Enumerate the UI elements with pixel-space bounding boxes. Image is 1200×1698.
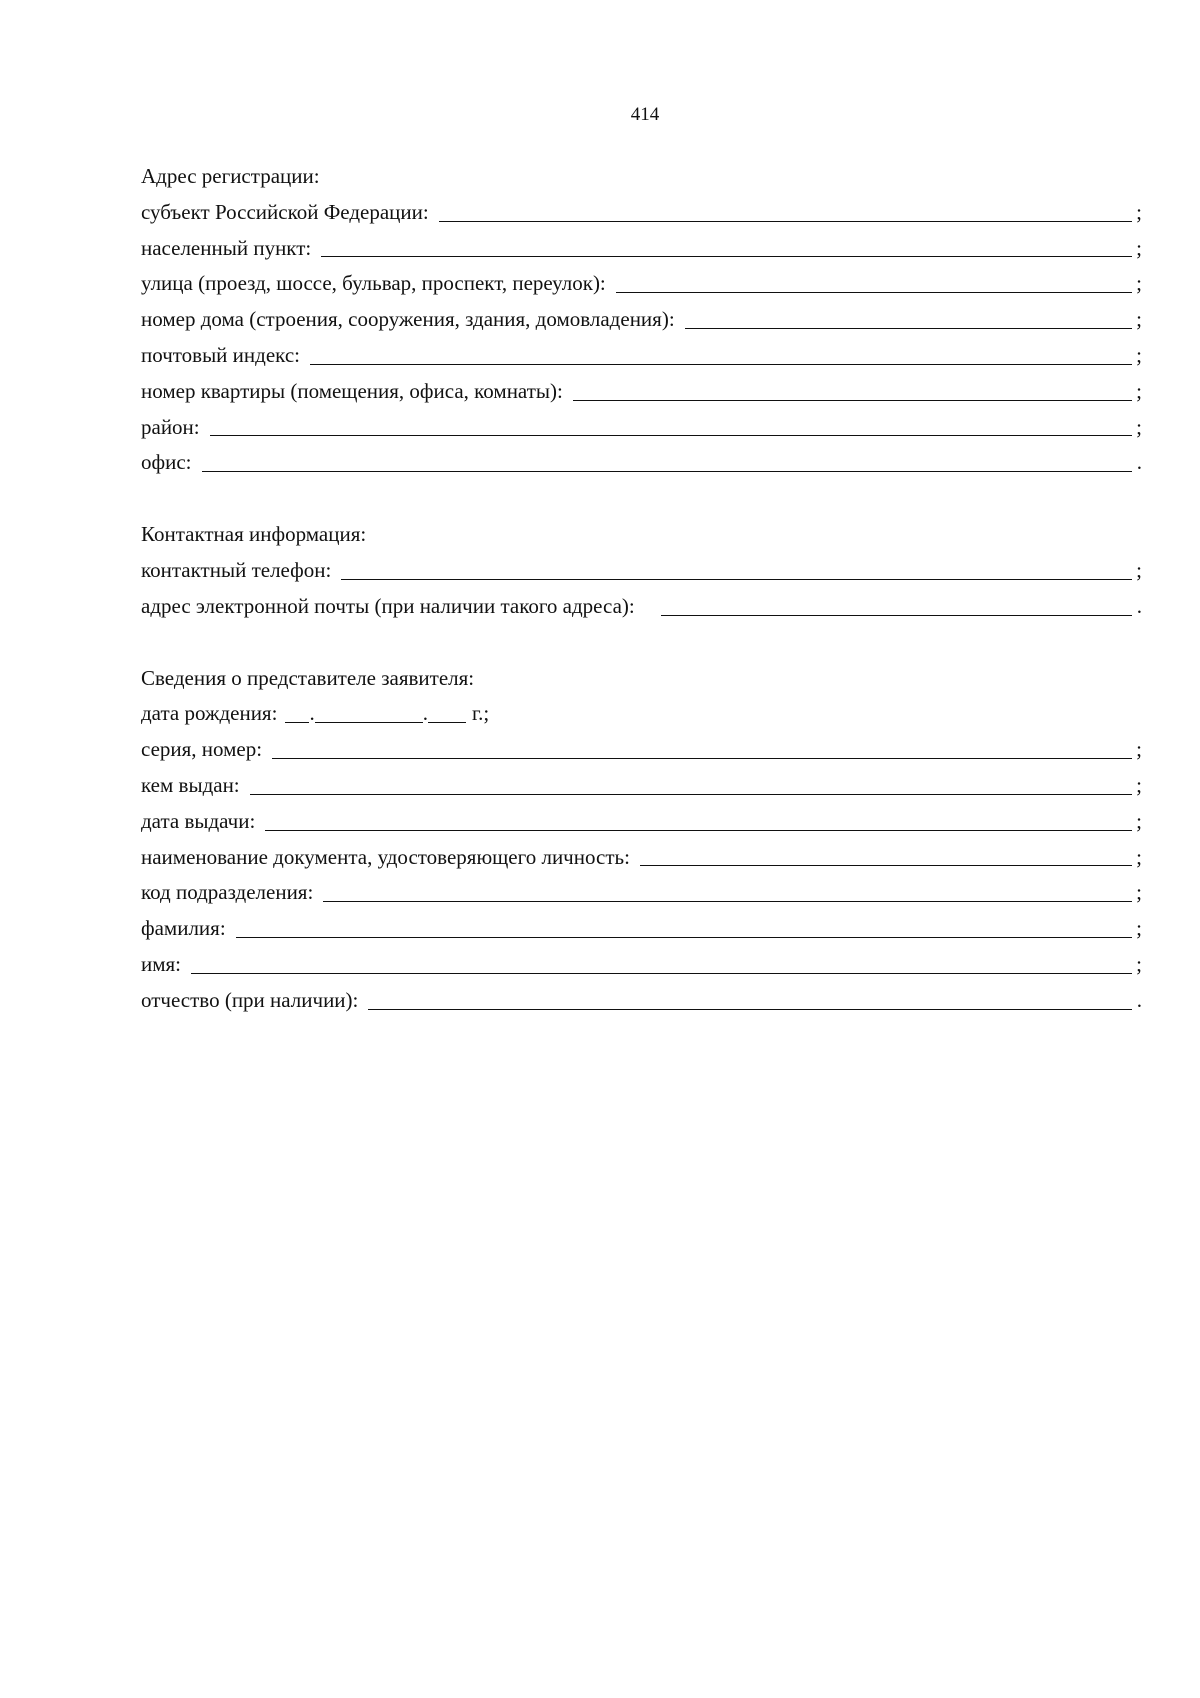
contact-section-heading: Контактная информация: xyxy=(141,522,367,547)
surname-input-line[interactable] xyxy=(236,921,1132,938)
field-terminator: . xyxy=(1136,987,1142,1012)
address-section-heading: Адрес регистрации: xyxy=(141,164,320,188)
field-terminator: ; xyxy=(1136,199,1142,224)
field-terminator: ; xyxy=(1136,235,1142,260)
field-contact-phone xyxy=(141,553,1142,589)
email-input-line[interactable] xyxy=(661,599,1132,616)
field-label: серия, номер: xyxy=(141,737,263,762)
field-email xyxy=(141,589,1142,625)
patronymic-input-line[interactable] xyxy=(368,993,1132,1010)
field-terminator: . xyxy=(1136,450,1142,475)
postal-code-input-line[interactable] xyxy=(310,348,1132,365)
field-terminator: ; xyxy=(1136,307,1142,332)
field-terminator: ; xyxy=(1136,342,1142,367)
field-label: код подразделения: xyxy=(141,880,314,905)
field-label: улица (проезд, шоссе, бульвар, проспект, переулок): xyxy=(141,271,606,296)
field-series-number xyxy=(141,732,1142,768)
field-district xyxy=(141,410,1142,446)
section-spacer xyxy=(141,625,1142,661)
representative-section-heading: Сведения о представителе заявителя: xyxy=(141,665,475,690)
field-terminator: ; xyxy=(1136,737,1142,762)
issued-by-input-line[interactable] xyxy=(250,778,1132,795)
field-label: номер квартиры (помещения, офиса, комнаты): xyxy=(141,378,563,403)
field-label: дата выдачи: xyxy=(141,808,256,833)
street-input-line[interactable] xyxy=(616,276,1132,293)
apartment-number-input-line[interactable] xyxy=(573,384,1132,401)
field-terminator: ; xyxy=(1136,271,1142,296)
field-surname xyxy=(141,911,1142,947)
field-label: кем выдан: xyxy=(141,772,240,797)
field-apartment-number xyxy=(141,374,1142,410)
subject-rf-input-line[interactable] xyxy=(439,205,1132,222)
id-document-name-input-line[interactable] xyxy=(640,849,1132,866)
field-label: имя: xyxy=(141,951,182,976)
field-terminator: ; xyxy=(1136,808,1142,833)
field-terminator: ; xyxy=(1136,880,1142,905)
contact-phone-input-line[interactable] xyxy=(341,563,1132,580)
field-issue-date xyxy=(141,804,1142,840)
date-separator: . xyxy=(422,701,428,726)
date-separator: . xyxy=(309,701,315,726)
field-terminator: . xyxy=(1136,593,1142,618)
field-terminator: ; xyxy=(1136,844,1142,869)
page-number: 414 xyxy=(630,104,660,125)
field-terminator: ; xyxy=(1136,916,1142,941)
field-postal-code xyxy=(141,338,1142,374)
field-terminator: ; xyxy=(1136,951,1142,976)
field-label: офис: xyxy=(141,450,192,475)
field-label: дата рождения: xyxy=(141,701,278,726)
field-issued-by xyxy=(141,768,1142,804)
first-name-input-line[interactable] xyxy=(191,957,1132,974)
district-input-line[interactable] xyxy=(210,419,1132,436)
field-label: отчество (при наличии): xyxy=(141,987,359,1012)
section-spacer xyxy=(141,481,1142,517)
field-label: фамилия: xyxy=(141,916,226,941)
field-terminator: ; xyxy=(1136,557,1142,582)
issue-date-input-line[interactable] xyxy=(265,814,1132,831)
field-house-number xyxy=(141,302,1142,338)
house-number-input-line[interactable] xyxy=(685,312,1132,329)
field-street xyxy=(141,266,1142,302)
field-terminator: ; xyxy=(1136,772,1142,797)
birth-month-input-line[interactable] xyxy=(315,706,423,723)
field-terminator: ; xyxy=(1136,414,1142,439)
locality-input-line[interactable] xyxy=(321,240,1132,257)
field-first-name xyxy=(141,947,1142,983)
application-form xyxy=(141,159,1142,1019)
field-label: наименование документа, удостоверяющего личность: xyxy=(141,844,630,869)
field-terminator: ; xyxy=(1136,378,1142,403)
series-number-input-line[interactable] xyxy=(272,742,1132,759)
field-label: контактный телефон: xyxy=(141,557,332,582)
birth-year-input-line[interactable] xyxy=(428,706,466,723)
field-label: субъект Российской Федерации: xyxy=(141,199,429,224)
field-locality xyxy=(141,231,1142,267)
field-birth-date xyxy=(141,696,1142,732)
date-suffix: г.; xyxy=(471,701,490,726)
field-subject-rf xyxy=(141,195,1142,231)
field-label: адрес электронной почты (при наличии такого адреса): xyxy=(141,593,635,618)
field-label: номер дома (строения, сооружения, здания, домовладения): xyxy=(141,307,675,332)
field-department-code xyxy=(141,875,1142,911)
birth-day-input-line[interactable] xyxy=(285,706,309,723)
field-label: населенный пункт: xyxy=(141,235,312,260)
field-id-document-name xyxy=(141,840,1142,876)
field-label: район: xyxy=(141,414,200,439)
field-label: почтовый индекс: xyxy=(141,342,300,367)
office-input-line[interactable] xyxy=(202,455,1132,472)
field-office xyxy=(141,445,1142,481)
department-code-input-line[interactable] xyxy=(323,885,1132,902)
field-patronymic xyxy=(141,983,1142,1019)
